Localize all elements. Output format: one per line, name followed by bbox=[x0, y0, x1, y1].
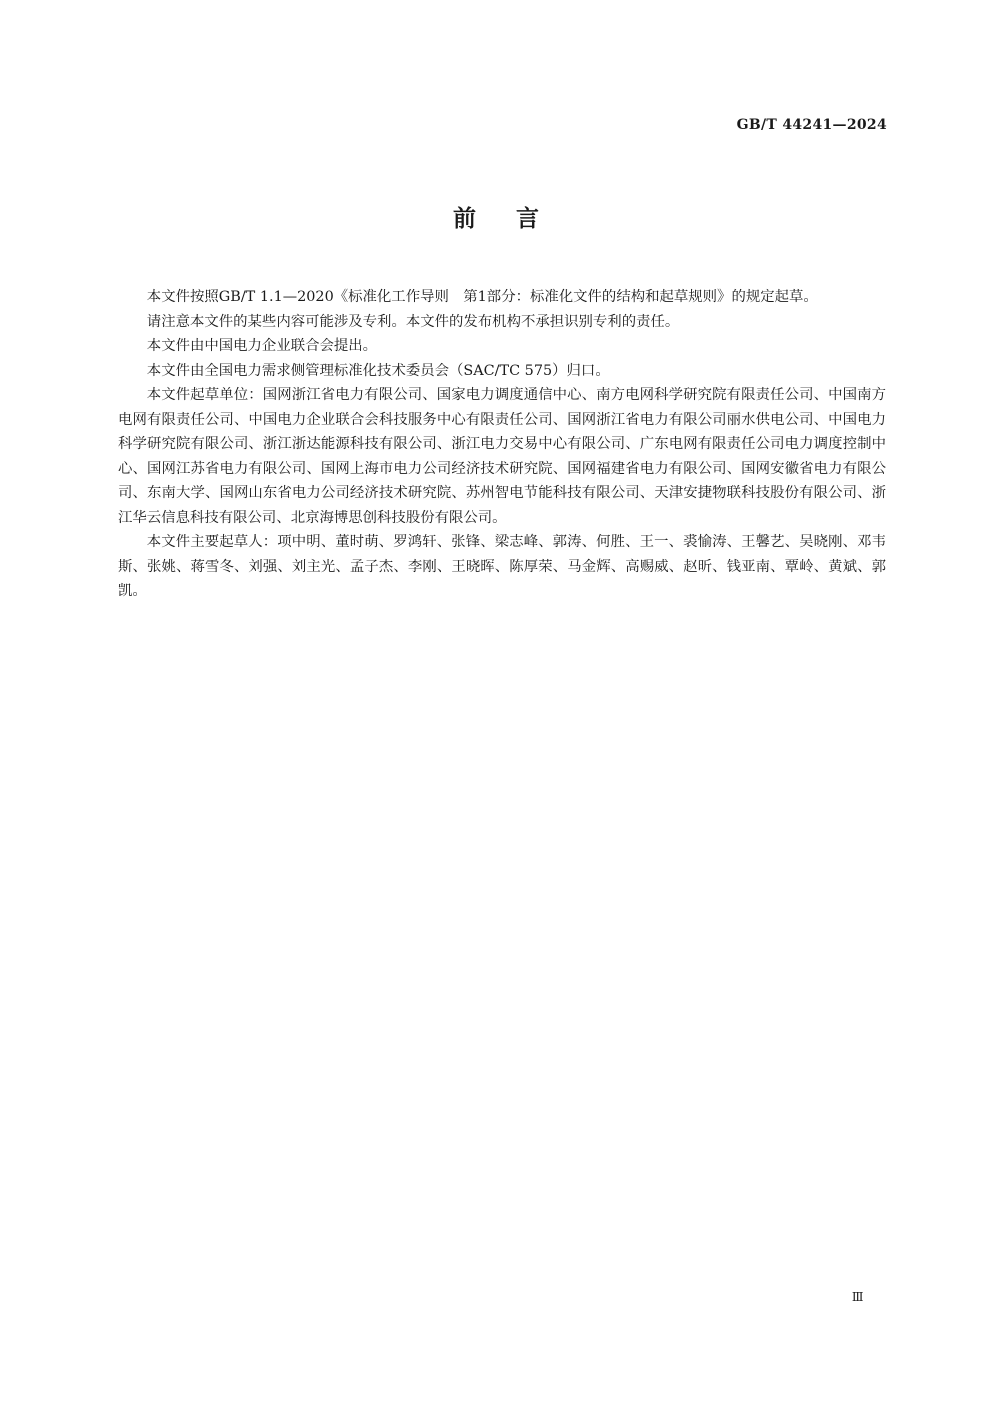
paragraph-proposer: 本文件由中国电力企业联合会提出。 bbox=[146, 338, 378, 354]
preface-body bbox=[118, 285, 886, 604]
paragraph-drafting-rules: 本文件按照GB/T 1.1—2020《标准化工作导则 第1部分：标准化文件的结构和起草规则》的规定起草。 bbox=[146, 289, 818, 305]
paragraph-patent-notice: 请注意本文件的某些内容可能涉及专利。本文件的发布机构不承担识别专利的责任。 bbox=[146, 313, 680, 330]
page-title: 前言 bbox=[453, 206, 579, 232]
standard-code: GB/T 44241—2024 bbox=[736, 117, 887, 133]
paragraph-drafting-units: 本文件起草单位：国网浙江省电力有限公司、国家电力调度通信中心、南方电网科学研究院有限责任公司、中国南方电网有限责任公司、中国电力企业联合会科技服务中心有限责任公司、国网浙江省电力有限公司丽水供电公司、中国电力科学研究院有限公司、浙江浙达能源科技有限公司、浙江电力交易中心有限公司、广东电网有限责任公司电力调度控制中心、国网江苏省电力有限公司、国网上海市电力公司经济技术研究院、国网福建省电力有限公司、国网安徽省电力有限公司、东南大学、国网山东省电力公司经济技术研究院、苏州智电节能科技有限公司、天津安捷物联科技股份有限公司、浙江华云信息科技有限公司、北京海博思创科技股份有限公司。 bbox=[118, 387, 886, 526]
page-number: Ⅲ bbox=[851, 1290, 864, 1304]
paragraph-drafters: 本文件主要起草人：项中明、董时萌、罗鸿轩、张锋、梁志峰、郭涛、何胜、王一、裘愉涛、王馨艺、吴晓刚、邓韦斯、张姚、蒋雪冬、刘强、刘主光、孟子杰、李刚、王晓晖、陈厚荣、马金辉、高赐威、赵昕、钱亚南、覃岭、黄斌、郭凯。 bbox=[118, 534, 886, 599]
paragraph-committee: 本文件由全国电力需求侧管理标准化技术委员会（SAC/TC 575）归口。 bbox=[146, 362, 610, 379]
